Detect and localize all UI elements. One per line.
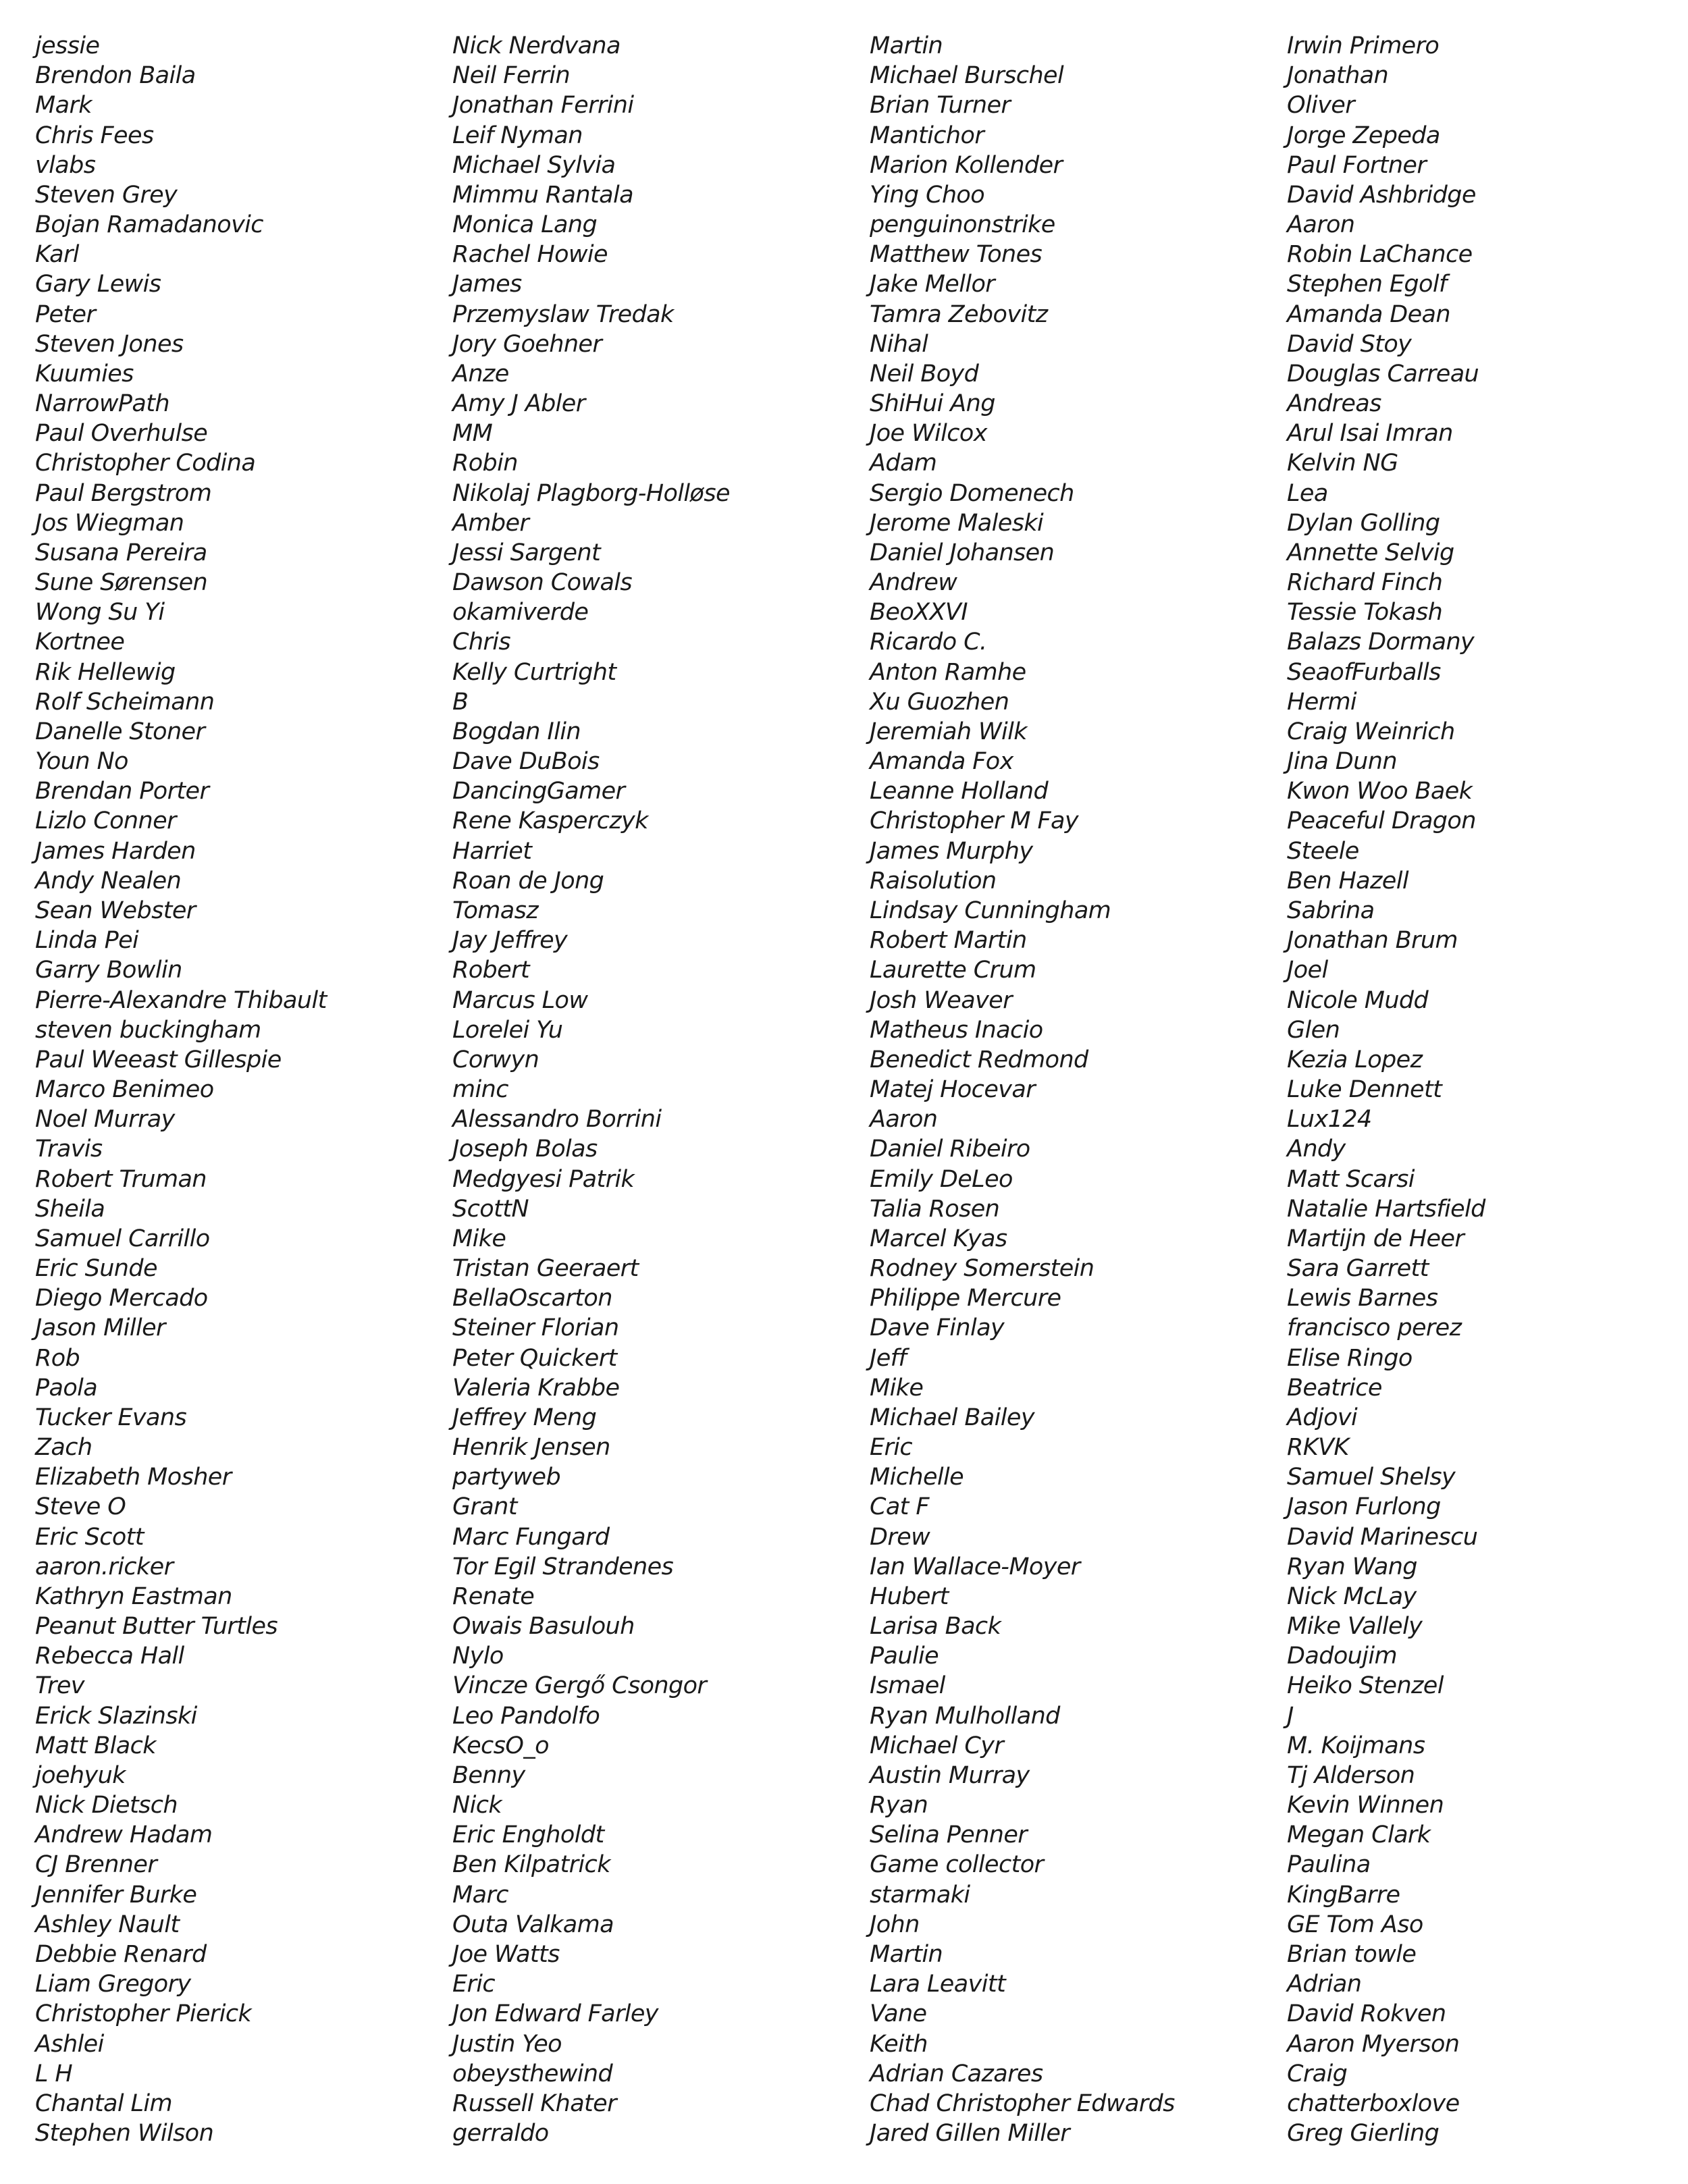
name-entry: Eric Sunde [35, 1255, 157, 1283]
name-entry: Jina Dunn [1287, 748, 1397, 776]
name-entry: KecsO_o [452, 1732, 549, 1759]
name-entry: Valeria Krabbe [452, 1374, 620, 1402]
name-entry: Glen [1287, 1016, 1340, 1044]
name-entry: RKVK [1287, 1434, 1349, 1462]
name-entry: Dave DuBois [452, 748, 600, 776]
name-entry: steven buckingham [35, 1016, 261, 1044]
name-entry: Adjovi [1287, 1404, 1358, 1431]
name-entry: David Marinescu [1287, 1523, 1478, 1551]
name-entry: Jon Edward Farley [452, 2000, 658, 2028]
name-entry: Liam Gregory [35, 1971, 191, 1998]
name-entry: Elise Ringo [1287, 1344, 1413, 1372]
name-entry: Paul Fortner [1287, 151, 1427, 179]
name-entry: Ashlei [35, 2030, 104, 2058]
name-entry: Keith [870, 2030, 928, 2058]
name-entry: Beatrice [1287, 1374, 1382, 1402]
name-entry: Andrew Hadam [35, 1821, 213, 1849]
name-entry: Rebecca Hall [35, 1643, 184, 1670]
name-entry: Lewis Barnes [1287, 1285, 1438, 1312]
name-entry: Lorelei Yu [452, 1016, 563, 1044]
name-entry: Sean Webster [35, 897, 196, 924]
name-entry: Karl [35, 241, 79, 269]
name-entry: Craig [1287, 2060, 1348, 2087]
name-entry: Brian Turner [870, 92, 1011, 119]
name-entry: Jory Goehner [452, 330, 602, 358]
name-entry: Richard Finch [1287, 569, 1443, 597]
name-entry: Kwon Woo Baek [1287, 778, 1473, 805]
name-entry: Leanne Holland [870, 778, 1049, 805]
name-entry: Jeff [870, 1344, 907, 1372]
name-entry: Medgyesi Patrik [452, 1165, 635, 1193]
name-entry: Ashley Nault [35, 1911, 180, 1938]
name-entry: Paul Weeast Gillespie [35, 1046, 282, 1073]
name-entry: Jonathan Brum [1287, 927, 1458, 955]
name-entry: Jorge Zepeda [1287, 122, 1440, 149]
name-entry: Danelle Stoner [35, 718, 205, 745]
name-entry: Adam [870, 450, 937, 477]
name-entry: Tessie Tokash [1287, 599, 1443, 627]
name-entry: Andy [1287, 1136, 1346, 1163]
name-entry: NarrowPath [35, 390, 169, 418]
name-entry: Renate [452, 1582, 535, 1610]
name-entry: Harriet [452, 837, 532, 865]
name-entry: Eric [870, 1434, 913, 1462]
name-entry: Diego Mercado [35, 1285, 208, 1312]
name-entry: Robin [452, 450, 518, 477]
name-entry: Andreas [1287, 390, 1381, 418]
name-entry: Matt Scarsi [1287, 1165, 1415, 1193]
name-entry: Marc [452, 1881, 508, 1909]
name-entry: Ying Choo [870, 181, 985, 209]
name-entry: Robert [452, 957, 529, 984]
name-entry: Selina Penner [870, 1821, 1028, 1849]
name-entry: Mantichor [870, 122, 984, 149]
name-entry: obeysthewind [452, 2060, 613, 2087]
name-entry: Benedict Redmond [870, 1046, 1088, 1073]
name-entry: Game collector [870, 1851, 1044, 1879]
name-entry: Garry Bowlin [35, 957, 182, 984]
name-entry: chatterboxlove [1287, 2089, 1460, 2117]
name-entry: Nicole Mudd [1287, 986, 1429, 1014]
name-entry: Andy Nealen [35, 867, 182, 895]
name-entry: Ryan Wang [1287, 1553, 1417, 1580]
name-entry: Youn No [35, 748, 128, 776]
name-entry: Christopher Pierick [35, 2000, 252, 2028]
name-entry: Talia Rosen [870, 1195, 1000, 1223]
name-entry: Aaron [1287, 211, 1355, 239]
name-entry: Cat F [870, 1493, 929, 1521]
name-entry: Oliver [1287, 92, 1355, 119]
name-entry: Przemyslaw Tredak [452, 300, 674, 328]
name-entry: Jay Jeffrey [452, 927, 568, 955]
name-entry: Austin Murray [870, 1761, 1030, 1789]
name-entry: Kelly Curtright [452, 658, 616, 686]
name-entry: Leif Nyman [452, 122, 583, 149]
name-entry: Dylan Golling [1287, 509, 1440, 537]
name-entry: Sara Garrett [1287, 1255, 1429, 1283]
name-entry: Nikolaj Plagborg-Holløse [452, 479, 730, 507]
name-entry: Linda Pei [35, 927, 139, 955]
name-entry: Daniel Ribeiro [870, 1136, 1030, 1163]
name-entry: Erick Slazinski [35, 1702, 197, 1730]
name-entry: Paulie [870, 1643, 939, 1670]
name-entry: Martin [870, 32, 943, 59]
name-entry: Anze [452, 360, 509, 388]
name-entry: Noel Murray [35, 1106, 175, 1134]
name-entry: Justin Yeo [452, 2030, 562, 2058]
name-entry: aaron.ricker [35, 1553, 174, 1580]
name-entry: Gary Lewis [35, 271, 161, 298]
name-entry: Robin LaChance [1287, 241, 1473, 269]
name-entry: Vincze Gergő Csongor [452, 1672, 707, 1700]
name-entry: Eric Scott [35, 1523, 144, 1551]
name-entry: Paola [35, 1374, 98, 1402]
name-entry: Raisolution [870, 867, 997, 895]
name-entry: Aaron Myerson [1287, 2030, 1460, 2058]
name-entry: Mimmu Rantala [452, 181, 633, 209]
name-entry: Arul Isai Imran [1287, 420, 1453, 448]
name-entry: Monica Lang [452, 211, 598, 239]
name-entry: Jessi Sargent [452, 539, 601, 566]
name-entry: Matej Hocevar [870, 1076, 1036, 1104]
name-entry: Brian towle [1287, 1941, 1417, 1968]
name-entry: Amy J Abler [452, 390, 585, 418]
name-entry: Jeffrey Meng [452, 1404, 597, 1431]
name-entry: Jennifer Burke [35, 1881, 197, 1909]
name-entry: Michelle [870, 1464, 964, 1491]
name-entry: Adrian [1287, 1971, 1362, 1998]
name-entry: Steven Jones [35, 330, 184, 358]
name-entry: vlabs [35, 151, 96, 179]
name-entry: Paul Bergstrom [35, 479, 212, 507]
name-entry: David Stoy [1287, 330, 1412, 358]
name-entry: Joseph Bolas [452, 1136, 598, 1163]
name-entry: okamiverde [452, 599, 589, 627]
name-entry: Jonathan Ferrini [452, 92, 634, 119]
name-entry: Lizlo Conner [35, 807, 176, 835]
name-entry: Matheus Inacio [870, 1016, 1043, 1044]
name-entry: Sheila [35, 1195, 105, 1223]
name-entry: Jeremiah Wilk [870, 718, 1027, 745]
name-entry: Peanut Butter Turtles [35, 1613, 278, 1641]
name-entry: Kelvin NG [1287, 450, 1398, 477]
name-entry: Mike [452, 1225, 506, 1252]
name-entry: L H [35, 2060, 73, 2087]
name-entry: Amanda Dean [1287, 300, 1450, 328]
name-entry: Chris [452, 629, 510, 656]
name-entry: Lindsay Cunningham [870, 897, 1111, 924]
name-entry: Jason Miller [35, 1314, 165, 1342]
name-entry: Lux124 [1287, 1106, 1372, 1134]
name-entry: David Rokven [1287, 2000, 1446, 2028]
name-entry: Stephen Wilson [35, 2120, 214, 2148]
name-entry: Benny [452, 1761, 525, 1789]
name-entry: Eric [452, 1971, 496, 1998]
name-entry: Lara Leavitt [870, 1971, 1006, 1998]
name-entry: John [870, 1911, 920, 1938]
name-entry: Joe Watts [452, 1941, 560, 1968]
name-entry: Rene Kasperczyk [452, 807, 648, 835]
name-entry: Drew [870, 1523, 930, 1551]
name-entry: David Ashbridge [1287, 181, 1476, 209]
name-entry: BeoXXVI [870, 599, 968, 627]
name-entry: Neil Ferrin [452, 62, 571, 90]
name-entry: Philippe Mercure [870, 1285, 1061, 1312]
name-entry: Zach [35, 1434, 93, 1462]
name-entry: Eric Engholdt [452, 1821, 604, 1849]
name-entry: DancingGamer [452, 778, 625, 805]
name-entry: Robert Martin [870, 927, 1027, 955]
name-entry: Hubert [870, 1582, 949, 1610]
name-entry: Rolf Scheimann [35, 688, 215, 716]
name-entry: Kevin Winnen [1287, 1792, 1444, 1819]
name-entry: Larisa Back [870, 1613, 1001, 1641]
name-entry: Anton Ramhe [870, 658, 1026, 686]
name-entry: Hermi [1287, 688, 1357, 716]
name-entry: Kortnee [35, 629, 125, 656]
name-entry: Douglas Carreau [1287, 360, 1479, 388]
name-entry: MM [452, 420, 493, 448]
name-entry: gerraldo [452, 2120, 549, 2148]
name-entry: Joe Wilcox [870, 420, 987, 448]
name-entry: penguinonstrike [870, 211, 1055, 239]
name-entry: Samuel Shelsy [1287, 1464, 1456, 1491]
names-column-3 [870, 31, 1175, 2148]
name-entry: Rik Hellewig [35, 658, 176, 686]
name-entry: Nick Dietsch [35, 1792, 178, 1819]
name-entry: M. Koijmans [1287, 1732, 1425, 1759]
name-entry: Stephen Egolf [1287, 271, 1447, 298]
name-entry: Jason Furlong [1287, 1493, 1441, 1521]
name-entry: Jared Gillen Miller [870, 2120, 1070, 2148]
name-entry: Peter Quickert [452, 1344, 617, 1372]
name-entry: J [1287, 1702, 1294, 1730]
name-entry: Matt Black [35, 1732, 156, 1759]
name-entry: Aaron [870, 1106, 938, 1134]
name-entry: Nihal [870, 330, 928, 358]
name-entry: SeaofFurballs [1287, 658, 1441, 686]
name-entry: Marco Benimeo [35, 1076, 214, 1104]
name-entry: Mark [35, 92, 92, 119]
name-entry: Michael Bailey [870, 1404, 1034, 1431]
name-entry: Marcel Kyas [870, 1225, 1007, 1252]
name-entry: Martijn de Heer [1287, 1225, 1465, 1252]
name-entry: Tor Egil Strandenes [452, 1553, 674, 1580]
name-entry: Amanda Fox [870, 748, 1013, 776]
name-entry: Annette Selvig [1287, 539, 1454, 566]
name-entry: BellaOscarton [452, 1285, 612, 1312]
name-entry: Peaceful Dragon [1287, 807, 1476, 835]
name-entry: francisco perez [1287, 1314, 1462, 1342]
name-entry: Vane [870, 2000, 927, 2028]
name-entry: Owais Basulouh [452, 1613, 635, 1641]
name-entry: Craig Weinrich [1287, 718, 1455, 745]
name-entry: Steven Grey [35, 181, 178, 209]
name-entry: Elizabeth Mosher [35, 1464, 232, 1491]
name-entry: Andrew [870, 569, 957, 597]
name-entry: Tamra Zebovitz [870, 300, 1048, 328]
name-entry: Ben Hazell [1287, 867, 1408, 895]
name-entry: Luke Dennett [1287, 1076, 1442, 1104]
name-entry: Amber [452, 509, 529, 537]
name-entry: Ricardo C. [870, 629, 987, 656]
name-entry: Trev [35, 1672, 84, 1700]
name-entry: Sergio Domenech [870, 479, 1074, 507]
name-entry: Ben Kilpatrick [452, 1851, 610, 1879]
name-entry: Jos Wiegman [35, 509, 184, 537]
name-entry: Michael Sylvia [452, 151, 616, 179]
name-entry: Brendon Baila [35, 62, 196, 90]
name-entry: Dadoujim [1287, 1643, 1397, 1670]
name-entry: Steve O [35, 1493, 126, 1521]
name-entry: ShiHui Ang [870, 390, 995, 418]
name-entry: Kuumies [35, 360, 134, 388]
name-entry: Jonathan [1287, 62, 1389, 90]
name-entry: Marc Fungard [452, 1523, 610, 1551]
name-entry: Henrik Jensen [452, 1434, 610, 1462]
name-entry: Peter [35, 300, 96, 328]
name-entry: Kezia Lopez [1287, 1046, 1423, 1073]
name-entry: Paul Overhulse [35, 420, 208, 448]
name-entry: Daniel Johansen [870, 539, 1055, 566]
name-entry: Michael Cyr [870, 1732, 1004, 1759]
name-entry: Bogdan Ilin [452, 718, 581, 745]
name-entry: Corwyn [452, 1046, 539, 1073]
name-entry: James Murphy [870, 837, 1033, 865]
name-entry: Lea [1287, 479, 1328, 507]
name-entry: Rachel Howie [452, 241, 608, 269]
name-entry: Alessandro Borrini [452, 1106, 662, 1134]
name-entry: Joel [1287, 957, 1328, 984]
name-entry: Natalie Hartsfield [1287, 1195, 1485, 1223]
name-entry: Tucker Evans [35, 1404, 187, 1431]
name-entry: Brendan Porter [35, 778, 209, 805]
name-entry: Nick Nerdvana [452, 32, 621, 59]
name-entry: Michael Burschel [870, 62, 1064, 90]
name-entry: Susana Pereira [35, 539, 207, 566]
name-entry: James [452, 271, 522, 298]
name-entry: Leo Pandolfo [452, 1702, 600, 1730]
name-entry: Tristan Geeraert [452, 1255, 639, 1283]
name-entry: Balazs Dormany [1287, 629, 1475, 656]
name-entry: Rodney Somerstein [870, 1255, 1094, 1283]
name-entry: Greg Gierling [1287, 2120, 1440, 2148]
name-entry: Jake Mellor [870, 271, 995, 298]
name-entry: Laurette Crum [870, 957, 1036, 984]
name-entry: Chad Christopher Edwards [870, 2089, 1175, 2117]
names-column-1 [35, 31, 327, 2148]
name-entry: starmaki [870, 1881, 970, 1909]
name-entry: Dave Finlay [870, 1314, 1005, 1342]
name-entry: Debbie Renard [35, 1941, 207, 1968]
name-entry: Chris Fees [35, 122, 154, 149]
name-entry: Ian Wallace-Moyer [870, 1553, 1080, 1580]
name-entry: B [452, 688, 469, 716]
name-entry: Neil Boyd [870, 360, 979, 388]
name-entry: GE Tom Aso [1287, 1911, 1423, 1938]
name-entry: Ismael [870, 1672, 945, 1700]
name-entry: Mike [870, 1374, 924, 1402]
name-entry: Tomasz [452, 897, 539, 924]
name-entry: Nylo [452, 1643, 504, 1670]
name-entry: Irwin Primero [1287, 32, 1440, 59]
name-entry: Travis [35, 1136, 103, 1163]
name-entry: Matthew Tones [870, 241, 1043, 269]
name-entry: Rob [35, 1344, 80, 1372]
name-entry: ScottN [452, 1195, 529, 1223]
name-entry: Marcus Low [452, 986, 588, 1014]
name-entry: Ryan Mulholland [870, 1702, 1060, 1730]
name-entry: Sune Sørensen [35, 569, 208, 597]
name-entry: Adrian Cazares [870, 2060, 1043, 2087]
name-entry: Dawson Cowals [452, 569, 633, 597]
name-entry: Nick McLay [1287, 1582, 1417, 1610]
name-entry: partyweb [452, 1464, 561, 1491]
name-entry: jessie [35, 32, 100, 59]
name-entry: Wong Su Yi [35, 599, 165, 627]
name-entry: Tj Alderson [1287, 1761, 1415, 1789]
name-entry: Emily DeLeo [870, 1165, 1013, 1193]
name-entry: Xu Guozhen [870, 688, 1009, 716]
name-entry: Kathryn Eastman [35, 1582, 232, 1610]
name-entry: Steele [1287, 837, 1359, 865]
name-entry: Bojan Ramadanovic [35, 211, 263, 239]
name-entry: CJ Brenner [35, 1851, 157, 1879]
name-entry: Marion Kollender [870, 151, 1063, 179]
name-entry: Steiner Florian [452, 1314, 619, 1342]
name-entry: Pierre-Alexandre Thibault [35, 986, 327, 1014]
name-entry: Ryan [870, 1792, 928, 1819]
names-column-4 [1287, 31, 1485, 2148]
name-entry: Grant [452, 1493, 517, 1521]
name-entry: Josh Weaver [870, 986, 1012, 1014]
name-entry: Sabrina [1287, 897, 1375, 924]
name-entry: Martin [870, 1941, 943, 1968]
name-entry: Christopher M Fay [870, 807, 1078, 835]
name-entry: Samuel Carrillo [35, 1225, 210, 1252]
name-entry: Nick [452, 1792, 502, 1819]
name-entry: Chantal Lim [35, 2089, 172, 2117]
name-entry: Megan Clark [1287, 1821, 1431, 1849]
name-entry: Jerome Maleski [870, 509, 1044, 537]
name-entry: Russell Khater [452, 2089, 616, 2117]
name-entry: Christopher Codina [35, 450, 256, 477]
name-entry: Outa Valkama [452, 1911, 614, 1938]
name-entry: joehyuk [35, 1761, 126, 1789]
names-column-2 [452, 31, 730, 2148]
name-entry: KingBarre [1287, 1881, 1400, 1909]
name-entry: Robert Truman [35, 1165, 207, 1193]
name-entry: Roan de Jong [452, 867, 604, 895]
name-entry: Paulina [1287, 1851, 1371, 1879]
name-entry: James Harden [35, 837, 196, 865]
name-entry: minc [452, 1076, 508, 1104]
name-entry: Mike Vallely [1287, 1613, 1423, 1641]
name-entry: Heiko Stenzel [1287, 1672, 1444, 1700]
